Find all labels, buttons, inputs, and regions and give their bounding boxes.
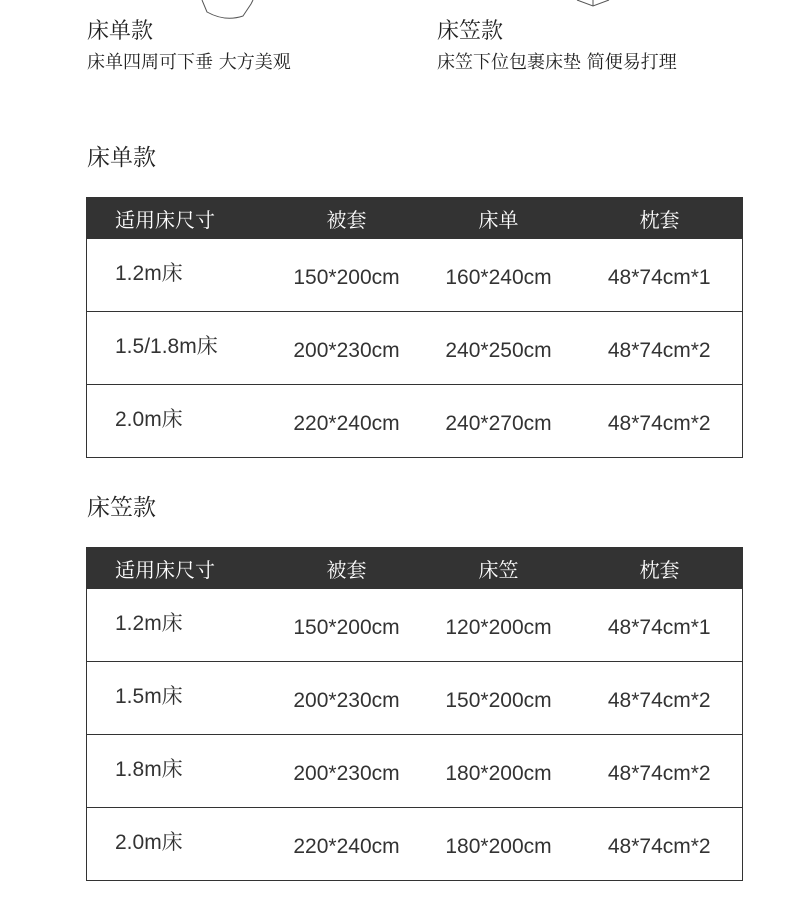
table-row — [87, 808, 743, 881]
table-header-row — [87, 548, 743, 589]
header-duvet-cover: 被套 — [273, 198, 421, 239]
cell-pillowcase: 48*74cm*2 — [577, 385, 743, 458]
sheet-size-table — [86, 197, 743, 458]
cell-sheet: 240*270cm — [421, 385, 577, 458]
cell-duvet-cover: 200*230cm — [273, 735, 421, 808]
cell-duvet-cover: 220*240cm — [273, 385, 421, 458]
cell-fitted-sheet: 150*200cm — [421, 662, 577, 735]
table-row — [87, 589, 743, 662]
cell-sheet: 240*250cm — [421, 312, 577, 385]
table-row — [87, 312, 743, 385]
header-bed-size: 适用床尺寸 — [87, 198, 273, 239]
header-sheet: 床单 — [421, 198, 577, 239]
cell-fitted-sheet: 180*200cm — [421, 735, 577, 808]
cell-bed-size: 1.8m床 — [87, 735, 273, 808]
header-duvet-cover: 被套 — [273, 548, 421, 589]
feature-sheet-desc: 床单四周可下垂 大方美观 — [87, 52, 291, 73]
fitted-sheet-illustration-fragment — [575, 0, 625, 12]
cell-fitted-sheet: 180*200cm — [421, 808, 577, 881]
cell-duvet-cover: 200*230cm — [273, 662, 421, 735]
cell-bed-size: 1.2m床 — [87, 239, 273, 312]
cell-duvet-cover: 150*200cm — [273, 589, 421, 662]
feature-fitted — [437, 18, 677, 75]
feature-fitted-title: 床笠款 — [437, 19, 504, 44]
fitted-section-title: 床笠款 — [87, 495, 156, 521]
table-row — [87, 239, 743, 312]
table-row — [87, 735, 743, 808]
cell-pillowcase: 48*74cm*2 — [577, 808, 743, 881]
cell-bed-size: 2.0m床 — [87, 385, 273, 458]
cell-duvet-cover: 200*230cm — [273, 312, 421, 385]
sheet-section-title: 床单款 — [87, 145, 156, 171]
cell-bed-size: 2.0m床 — [87, 808, 273, 881]
cell-pillowcase: 48*74cm*2 — [577, 662, 743, 735]
cell-bed-size: 1.5m床 — [87, 662, 273, 735]
cell-pillowcase: 48*74cm*1 — [577, 589, 743, 662]
cell-pillowcase: 48*74cm*2 — [577, 312, 743, 385]
cell-pillowcase: 48*74cm*2 — [577, 735, 743, 808]
header-pillowcase: 枕套 — [577, 198, 743, 239]
cell-duvet-cover: 220*240cm — [273, 808, 421, 881]
cell-fitted-sheet: 120*200cm — [421, 589, 577, 662]
table-row — [87, 385, 743, 458]
table-header-row — [87, 198, 743, 239]
feature-fitted-desc: 床笠下位包裹床垫 简便易打理 — [437, 52, 677, 73]
cell-bed-size: 1.5/1.8m床 — [87, 312, 273, 385]
header-bed-size: 适用床尺寸 — [87, 548, 273, 589]
fitted-size-table — [86, 547, 743, 881]
header-fitted-sheet: 床笠 — [421, 548, 577, 589]
cell-duvet-cover: 150*200cm — [273, 239, 421, 312]
feature-sheet — [87, 18, 291, 75]
header-pillowcase: 枕套 — [577, 548, 743, 589]
cell-bed-size: 1.2m床 — [87, 589, 273, 662]
cell-sheet: 160*240cm — [421, 239, 577, 312]
feature-sheet-title: 床单款 — [87, 19, 154, 44]
table-row — [87, 662, 743, 735]
cell-pillowcase: 48*74cm*1 — [577, 239, 743, 312]
